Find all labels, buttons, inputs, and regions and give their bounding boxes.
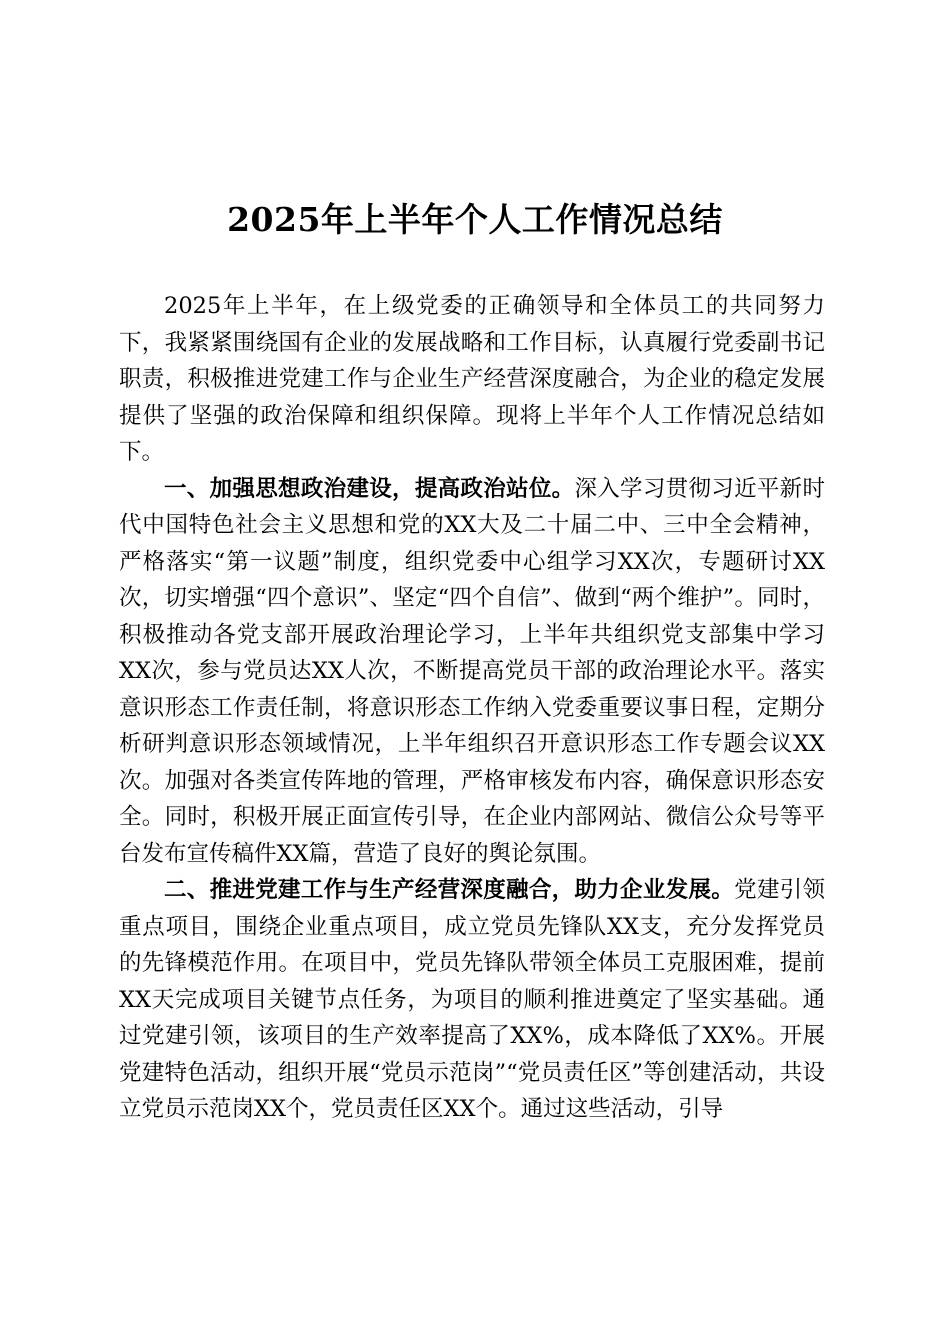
document-body — [119, 288, 825, 1128]
section-two-heading: 二、推进党建工作与生产经营深度融合，助力企业发展。 — [164, 877, 735, 903]
document-title: 2025年上半年个人工作情况总结 — [227, 200, 723, 239]
section-two-paragraph — [119, 872, 825, 1128]
intro-paragraph — [119, 288, 825, 471]
section-one-heading: 一、加强思想政治建设，提高政治站位。 — [164, 475, 575, 502]
section-one-text: 深入学习贯彻习近平新时代中国特色社会主义思想和党的XX大及二十届二中、三中全会精神，严格落实“第一议题”制度，组织党委中心组学习XX次，专题研讨XX次，切实增强“四个意识”、坚定“四个自信”、做到“两个维护”。同时，积极推动各党支部开展政治理论学习，上半年共组织党支部集中学习XX次，参与党员达XX人次，不断提高党员干部的政治理论水平。落实意识形态工作责任制，将意识形态工作纳入党委重要议事日程，定期分析研判意识形态领域情况，上半年组织召开意识形态工作专题会议XX次。加强对各类宣传阵地的管理，严格审核发布内容，确保意识形态安全。同时，积极开展正面宣传引导，在企业内部网站、微信公众号等平台发布宣传稿件XX篇，营造了良好的舆论氛围。 — [119, 475, 825, 867]
intro-paragraph-text: 2025年上半年，在上级党委的正确领导和全体员工的共同努力下，我紧紧围绕国有企业的发展战略和工作目标，认真履行党委副书记职责，积极推进党建工作与企业生产经营深度融合，为企业的稳定发展提供了坚强的政治保障和组织保障。现将上半年个人工作情况总结如下。 — [119, 293, 825, 465]
section-two-text: 党建引领重点项目，围绕企业重点项目，成立党员先锋队XX支，充分发挥党员的先锋模范作用。在项目中，党员先锋队带领全体员工克服困难，提前XX天完成项目关键节点任务，为项目的顺利推进奠定了坚实基础。通过党建引领，该项目的生产效率提高了XX%，成本降低了XX%。开展党建特色活动，组织开展“党员示范岗”“党员责任区”等创建活动，共设立党员示范岗XX个，党员责任区XX个。通过这些活动，引导 — [119, 877, 825, 1122]
section-one-paragraph — [119, 471, 825, 873]
